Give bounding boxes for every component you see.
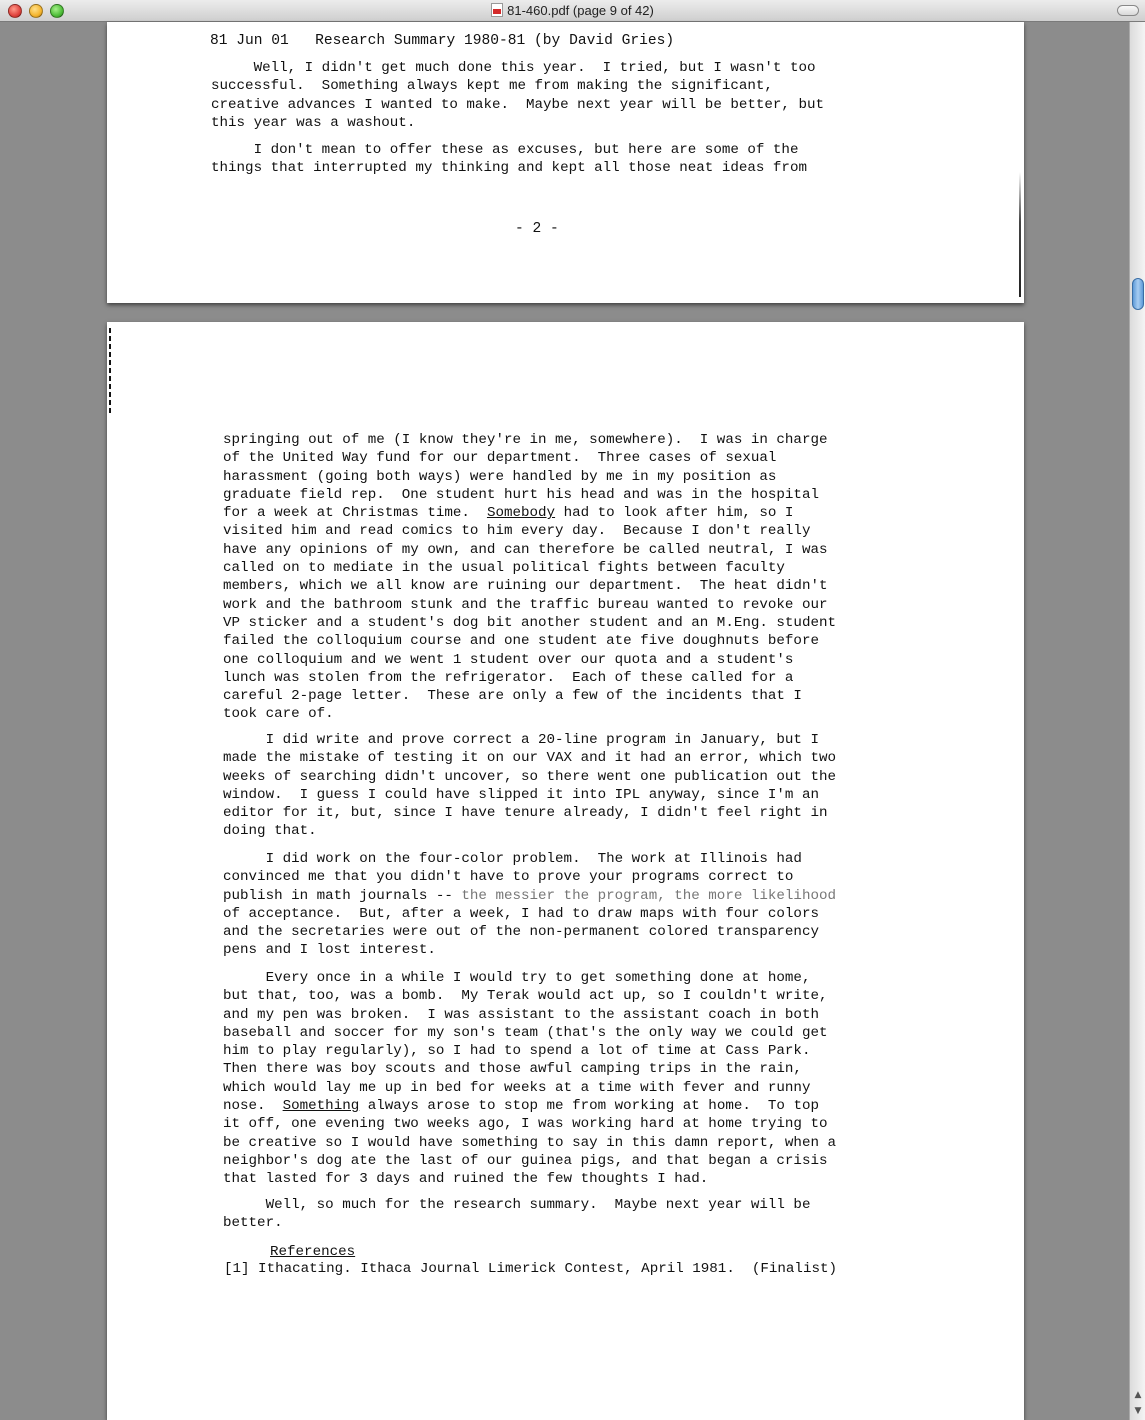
underlined-word: Somebody (486, 505, 556, 522)
paragraph-program: I did write and prove correct a 20-line program in January, but I made the mistake of testing it on our VAX and it had an error, which two weeks of searching didn't uncover, so there went one publication out the window. I guess I could have slipped it into IPL anyway, since I'm an editor for it, but, since I have tenure already, I didn't feel right in doing that. (223, 732, 836, 840)
paragraph-text: springing out of me (I know they're in me, somewhere). I was in charge of the United Way fund for our department. Three cases of sexual harassment (going both ways) were handled by me in my position as graduate field rep. One student hurt his head and was in the hospital for a week at Christmas time. (223, 432, 828, 522)
toolbar-toggle-button[interactable] (1117, 5, 1139, 16)
window-title-container (0, 3, 1145, 18)
paragraph-text: had to look after him, so I visited him and read comics to him every day. Because I don't really have any opinions of my own, and can therefore be called neutral, I was called on to mediate in the usual political fights between faculty members, which we all know are ruining our department. The heat didn't work and the bathroom stunk and the traffic bureau wanted to revoke our VP sticker and a student's dog bit another student and an M.Eng. student failed the colloquium course and one student ate five doughnuts before one colloquium and we went 1 student over our quota and a student's lunch was stolen from the refrigerator. Each of these called for a careful 2-page letter. These are only a few of the incidents that I took care of. (223, 505, 836, 723)
scroll-down-arrow-icon[interactable]: ▼ (1134, 1406, 1142, 1416)
window-title: 81-460.pdf (page 9 of 42) (507, 3, 654, 18)
scan-edge-mark (109, 328, 111, 416)
paragraph-incidents (223, 431, 836, 724)
pdf-icon (491, 3, 503, 17)
scrollbar-thumb[interactable] (1132, 278, 1144, 310)
paragraph-text: Every once in a while I would try to get something done at home, but that, too, was a bomb. My Terak would act up, so I couldn't write, and my pen was broken. I was assistant to the assistant coach in both baseball and soccer for my son's team (that's the only way we could get him to play regularly), so I had to spend a lot of time at Cass Park. Then there was boy scouts and those awful camping trips in the rain, which would lay me up in bed for weeks at a time with fever and runny nose. (223, 970, 828, 1115)
paragraph-conclusion: Well, so much for the research summary. Maybe next year will be better. (223, 1197, 811, 1232)
pdf-page-2 (107, 22, 1024, 303)
paragraph-home (223, 969, 836, 1189)
underlined-word: Something (282, 1098, 360, 1115)
paragraph-text: always arose to stop me from working at home. To top it off, one evening two weeks ago, I was working hard at home trying to be creative so I would have something to say in this damn report, when a neighbor's dog ate the last of our guinea pigs, and that began a crisis that lasted for 3 days and ruined the few thoughts I had. (223, 1098, 836, 1188)
document-header: 81 Jun 01 Research Summary 1980-81 (by David Gries) (210, 33, 675, 49)
page-number: - 2 - (515, 221, 559, 237)
reference-item: [1] Ithacating. Ithaca Journal Limerick Contest, April 1981. (Finalist) (224, 1261, 837, 1277)
scroll-up-arrow-icon[interactable]: ▲ (1134, 1390, 1142, 1400)
scan-edge-mark (1019, 172, 1021, 297)
vertical-scrollbar[interactable] (1129, 22, 1145, 1420)
paragraph-four-color (223, 850, 836, 960)
pdf-page-3 (107, 322, 1024, 1420)
paragraph-intro: Well, I didn't get much done this year. I tried, but I wasn't too successful. Something always kept me from making the significant, creative advances I wanted to make. Maybe next year will be better, but this year was a washout. (211, 60, 824, 131)
paragraph-text: I did work on the four-color problem. The work at Illinois had convinced me that you didn't have to prove your programs correct to publish in math journals -- (223, 851, 802, 904)
paragraph-excuses: I don't mean to offer these as excuses, but here are some of the things that interrupted my thinking and kept all those neat ideas from (211, 142, 807, 177)
faded-text: the messier the program, the more likelihood (461, 887, 837, 904)
paragraph-text: of acceptance. But, after a week, I had to draw maps with four colors and the secretaries were out of the non-permanent colored transparency pens and I lost interest. (223, 905, 819, 959)
window-title-bar (0, 0, 1145, 22)
references-heading: References (270, 1244, 356, 1260)
